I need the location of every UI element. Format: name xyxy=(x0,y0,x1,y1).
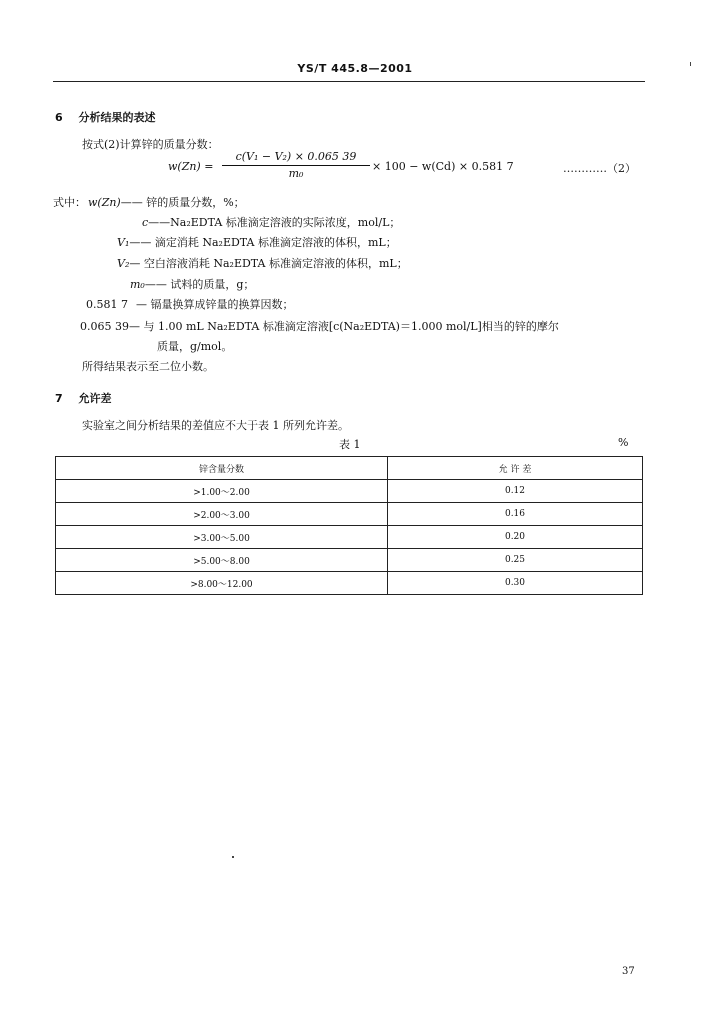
var-symbol: c xyxy=(142,216,149,229)
var-desc: —— 滴定消耗 Na₂EDTA 标准滴定溶液的体积，mL； xyxy=(129,236,397,249)
table-cell-range: >5.00～8.00 xyxy=(56,549,388,572)
section-7-intro: 实验室之间分析结果的差值应不大于表 1 所列允许差。 xyxy=(82,419,349,432)
table-cell-tolerance: 0.16 xyxy=(388,503,643,526)
table-caption: 表 1 xyxy=(339,438,361,451)
var-symbol: 0.581 7 xyxy=(86,298,128,311)
var-row-molar-cont: 质量，g/mol。 xyxy=(157,340,233,353)
table-row xyxy=(56,549,643,572)
formula-numerator: c(V₁ − V₂) × 0.065 39 xyxy=(235,150,357,163)
var-desc: —— 锌的质量分数，%； xyxy=(120,196,245,209)
table-cell-tolerance: 0.12 xyxy=(388,480,643,503)
where-label: 式中： xyxy=(53,196,86,209)
fraction-bar xyxy=(222,165,370,166)
var-desc: —— 试料的质量，g； xyxy=(144,278,255,291)
table-cell-range: >8.00～12.00 xyxy=(56,572,388,595)
equation-label: …………（2） xyxy=(563,162,636,175)
var-row-wzn xyxy=(88,194,245,210)
var-desc: — 镉量换算成锌量的换算因数； xyxy=(136,298,294,311)
table-unit: % xyxy=(618,436,629,449)
table-row xyxy=(56,572,643,595)
section-7-heading xyxy=(55,390,112,406)
section-7-title: 允许差 xyxy=(78,392,112,405)
var-row-molar xyxy=(80,318,559,334)
var-desc: — 空白溶液消耗 Na₂EDTA 标准滴定溶液的体积，mL； xyxy=(129,257,408,270)
section-6-intro: 按式(2)计算锌的质量分数： xyxy=(82,138,219,151)
scan-speck xyxy=(690,62,691,66)
table-row xyxy=(56,526,643,549)
table-cell-range: >1.00～2.00 xyxy=(56,480,388,503)
var-row-factor xyxy=(86,296,294,312)
tolerance-table xyxy=(55,456,643,595)
table-cell-tolerance: 0.25 xyxy=(388,549,643,572)
table-cell-range: >2.00～3.00 xyxy=(56,503,388,526)
table-cell-tolerance: 0.20 xyxy=(388,526,643,549)
var-symbol: V₁ xyxy=(117,236,130,249)
formula-rhs: × 100 − w(Cd) × 0.581 7 xyxy=(372,160,514,173)
table-cell-range: >3.00～5.00 xyxy=(56,526,388,549)
formula-lhs: w(Zn) = xyxy=(168,160,214,173)
table-row xyxy=(56,503,643,526)
var-desc: ——Na₂EDTA 标准滴定溶液的实际浓度，mol/L； xyxy=(148,216,401,229)
section-6-heading xyxy=(55,109,156,125)
table-row xyxy=(56,480,643,503)
var-symbol: m₀ xyxy=(130,278,145,291)
page-number: 37 xyxy=(622,966,635,977)
var-desc: — 与 1.00 mL Na₂EDTA 标准滴定溶液[c(Na₂EDTA)＝1.000 mol/L]相当的锌的摩尔 xyxy=(128,320,559,333)
section-6-number: 6 xyxy=(55,111,63,124)
table-cell-tolerance: 0.30 xyxy=(388,572,643,595)
table-header-tolerance: 允 许 差 xyxy=(388,457,643,480)
var-row-c xyxy=(142,214,400,230)
section-7-number: 7 xyxy=(55,392,63,405)
formula-denominator: m₀ xyxy=(288,167,304,180)
table-header-row xyxy=(56,457,643,480)
var-row-v2 xyxy=(117,255,408,271)
var-symbol: V₂ xyxy=(117,257,130,270)
table-header-content: 锌含量分数 xyxy=(56,457,388,480)
header-rule xyxy=(53,81,645,82)
var-row-v1 xyxy=(117,234,397,250)
var-symbol: 0.065 39 xyxy=(80,320,129,333)
var-symbol: w(Zn) xyxy=(88,196,121,209)
formula-fraction xyxy=(222,150,370,180)
scan-speck xyxy=(232,856,234,858)
section-6-closing: 所得结果表示至二位小数。 xyxy=(82,360,214,373)
header-standard-number: YS/T 445.8—2001 xyxy=(297,62,413,75)
section-6-title: 分析结果的表述 xyxy=(78,111,156,124)
var-row-m0 xyxy=(130,276,254,292)
